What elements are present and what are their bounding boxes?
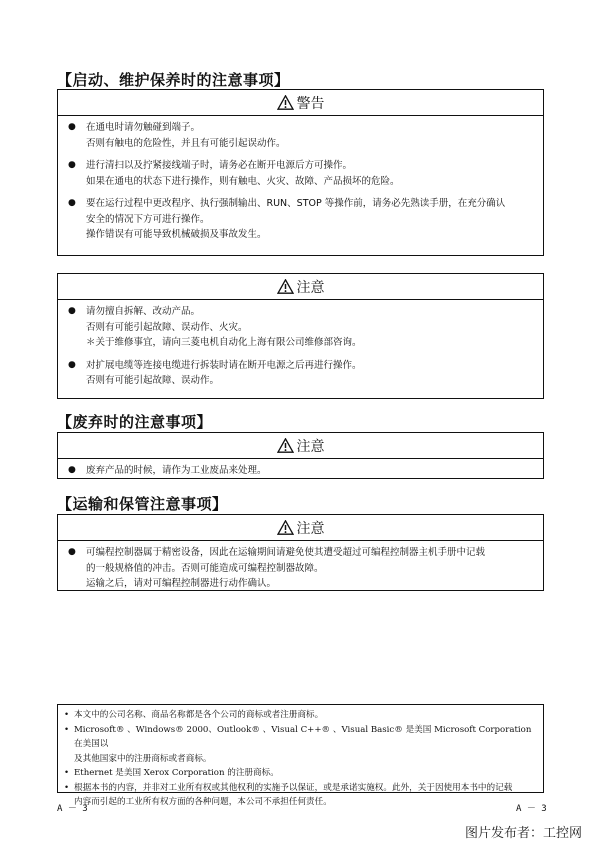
- list-item-text: 请勿擅自拆解、改动产品。: [86, 306, 201, 317]
- list-item-text: 的一般规格值的冲击。否则可能造成可编程控制器故障。: [86, 562, 324, 574]
- caution-heading: 注意: [296, 520, 325, 537]
- note-text: 本文中的公司名称、商品名称都是各个公司的商标或者注册商标。: [74, 710, 324, 720]
- list-item-text: ＊关于维修事宜，请向三菱电机自动化上海有限公司维修部咨询。: [86, 337, 362, 348]
- trademark-notes: [57, 704, 544, 807]
- caution-box-1: [57, 273, 544, 399]
- caution-box-3-header: [58, 515, 543, 541]
- note-line: [64, 708, 537, 723]
- bullet-icon: ●: [68, 547, 76, 557]
- warning-box-header: [58, 90, 543, 116]
- bullet-icon: ●: [68, 122, 76, 132]
- caution-box-2-body: [58, 459, 543, 485]
- bullet-icon: ●: [68, 198, 76, 208]
- caution-box-1-body: [58, 300, 543, 395]
- page-number-left: A － 3: [57, 804, 88, 814]
- section-title-disposal: 【废弃时的注意事项】: [57, 413, 213, 431]
- caution-box-3: [57, 514, 544, 591]
- section-title-startup: 【启动、维护保养时的注意事项】: [57, 71, 290, 89]
- list-item-text: 可编程控制器属于精密设备，因此在运输期间请避免使其遭受超过可编程控制器主机手册中记载: [86, 547, 486, 558]
- warning-triangle-icon: [277, 95, 294, 110]
- list-item-text: 废弃产品的时候，请作为工业废品来处理。: [86, 465, 267, 476]
- note-text: Ethernet 是美国 Xerox Corporation 的注册商标。: [74, 768, 279, 778]
- list-item-text: 在通电时请勿触碰到端子。: [86, 122, 201, 133]
- note-line: [64, 723, 537, 752]
- caution-box-1-header: [58, 274, 543, 300]
- note-line: [64, 752, 537, 767]
- bullet-icon: ●: [68, 160, 76, 170]
- warning-box-body: [58, 116, 543, 249]
- caution-heading: 注意: [296, 438, 325, 455]
- note-bullet-icon: •: [64, 724, 70, 735]
- list-item: [68, 545, 533, 592]
- note-line: [64, 781, 537, 796]
- caution-heading: 注意: [296, 279, 325, 296]
- caution-box-3-body: [58, 541, 543, 598]
- note-line: [64, 766, 537, 781]
- note-bullet-icon: •: [64, 768, 70, 778]
- list-item: [68, 304, 533, 351]
- note-line: [64, 795, 537, 810]
- list-item-text: 否则有可能引起故障、误动作。: [86, 375, 220, 386]
- list-item-text: 否则有可能引起故障、误动作、火灾。: [86, 321, 248, 333]
- bullet-icon: ●: [68, 359, 76, 370]
- caution-box-2-header: [58, 433, 543, 459]
- list-item: [68, 120, 533, 151]
- note-bullet-icon: •: [64, 782, 70, 793]
- list-item-text: 要在运行过程中更改程序、执行强制输出、RUN、STOP 等操作前，请务必先熟读手册，在充分确认: [86, 198, 506, 209]
- list-item-text: 如果在通电的状态下进行操作，则有触电、火灾、故障、产品损坏的危险。: [86, 175, 400, 187]
- warning-heading: 警告: [296, 95, 325, 112]
- list-item-text: 进行清扫以及拧紧接线端子时，请务必在断开电源后方可操作。: [86, 160, 353, 171]
- list-item: [68, 358, 533, 389]
- note-text: 根据本书的内容，并非对工业所有权或其他权利的实施予以保证，或是承诺实施权。此外，关于因使用本书中的记载: [74, 782, 513, 793]
- list-item-text: 否则有触电的危险性，并且有可能引起误动作。: [86, 137, 286, 149]
- bullet-icon: ●: [68, 465, 76, 475]
- list-item-text: 操作错误有可能导致机械破损及事故发生。: [86, 229, 267, 240]
- list-item-text: 对扩展电缆等连接电缆进行拆装时请在断开电源之后再进行操作。: [86, 359, 362, 371]
- note-bullet-icon: •: [64, 710, 70, 720]
- warning-triangle-icon: [277, 279, 294, 294]
- note-text: 内容而引起的工业所有权方面的各种问题，本公司不承担任何责任。: [74, 797, 332, 807]
- note-text: 及其他国家中的注册商标或者商标。: [74, 753, 212, 764]
- section-title-transport: 【运输和保管注意事项】: [57, 495, 228, 513]
- page-number-right: A － 3: [516, 804, 547, 814]
- note-text: Microsoft® 、Windows® 2000、Outlook® 、Visual C++® 、Visual Basic® 是美国 Microsoft Corporation 在美国以: [74, 724, 532, 749]
- warning-triangle-icon: [277, 438, 294, 453]
- list-item: [68, 196, 533, 243]
- list-item-text: 运输之后，请对可编程控制器进行动作确认。: [86, 578, 277, 589]
- bullet-icon: ●: [68, 306, 76, 316]
- warning-triangle-icon: [277, 520, 294, 535]
- source-credit: 图片发布者：工控网: [464, 826, 582, 841]
- list-item: [68, 463, 533, 479]
- list-item: [68, 158, 533, 189]
- list-item-text: 安全的情况下方可进行操作。: [86, 213, 210, 225]
- caution-box-2: [57, 432, 544, 479]
- warning-box: [57, 89, 544, 256]
